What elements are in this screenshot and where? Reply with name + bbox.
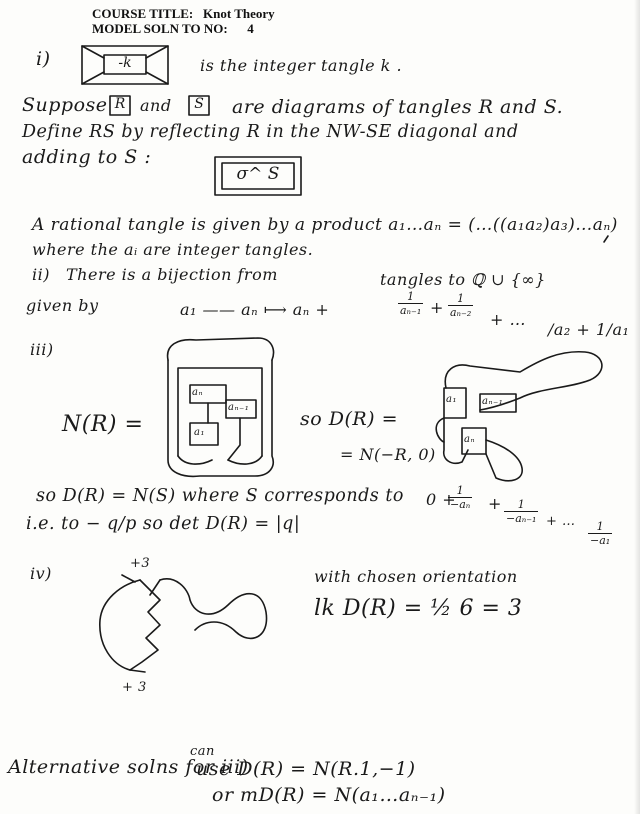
fraction-denominator: −a₁ (590, 534, 611, 547)
box-S-label: S (194, 96, 204, 112)
tangle-box-label: aₙ (192, 387, 204, 398)
alternative-formula-1: use D(R) = N(R.1,−1) (196, 758, 416, 780)
plus-sign: + (430, 298, 444, 317)
course-title-label: COURSE TITLE: (92, 6, 194, 21)
crossing-label-top: +3 (130, 556, 151, 571)
fraction-numerator: 1 (398, 290, 423, 304)
alternative-solns-label: Alternative solns for iii) (8, 756, 249, 778)
zero-plus: 0 + (426, 490, 457, 509)
given-by-text: given by (26, 296, 99, 315)
bijection-fraction-2 (448, 292, 473, 319)
s-fraction (448, 484, 472, 511)
fraction-denominator: aₙ₋₂ (450, 306, 472, 319)
orientation-text: with chosen orientation (314, 567, 518, 586)
box-R-label: R (114, 96, 126, 112)
fraction-denominator: −aₙ (450, 498, 471, 511)
integer-tangle-label: -k (118, 55, 132, 71)
numerator-label: N(R) = (62, 412, 144, 437)
rational-line-2: where the aᵢ are integer tangles. (32, 240, 314, 259)
dr-equals-ns-line: so D(R) = N(S) where S corresponds to (36, 486, 404, 506)
bijection-fraction-1 (398, 290, 423, 317)
model-soln-label: MODEL SOLN TO NO: (92, 21, 228, 36)
bijection-text: There is a bijection from (66, 265, 278, 284)
plus-sign: + (488, 494, 502, 513)
fraction-numerator: 1 (448, 292, 473, 306)
tangle-box-label: aₙ (464, 434, 476, 445)
model-soln-value: 4 (247, 21, 254, 36)
denominator-equals: = N(−R, 0) (340, 445, 436, 464)
fraction-numerator: 1 (504, 498, 538, 512)
mapping-text: a₁ —— aₙ ⟼ aₙ + (180, 300, 330, 319)
can-insertion: can (190, 744, 215, 759)
adding-line: adding to S : (22, 146, 152, 168)
determinant-line: i.e. to − q/p so det D(R) = |q| (26, 514, 301, 534)
fraction-tail: /a₂ + 1/a₁ (548, 320, 630, 339)
denominator-closure-diagram (436, 352, 602, 481)
suppose-text-start: Suppose (22, 94, 108, 116)
denominator-label: so D(R) = (300, 408, 399, 430)
crossing-label-bottom: + 3 (122, 680, 147, 695)
fraction-numerator: 1 (448, 484, 472, 498)
continued-plus: + … (490, 310, 526, 329)
tangle-box-label: aₙ₋₁ (228, 402, 250, 413)
s-fraction (588, 520, 612, 547)
fraction-denominator: −aₙ₋₁ (506, 512, 537, 525)
part-ii-marker: ii) (32, 265, 50, 284)
tangle-box-label: aₙ₋₁ (482, 396, 504, 407)
suppose-text-end: are diagrams of tangles R and S. (232, 96, 564, 118)
continued-plus: + … (546, 514, 576, 529)
part-iii-marker: iii) (30, 340, 54, 359)
fraction-numerator: 1 (588, 520, 612, 534)
part-i-marker: i) (36, 48, 51, 70)
integer-tangle-text: is the integer tangle k . (200, 56, 403, 75)
and-text: and (140, 96, 172, 115)
define-line: Define RS by reflecting R in the NW-SE diagonal and (22, 122, 519, 142)
tangle-box-label: a₁ (446, 394, 457, 405)
product-box-label: σ^ S (236, 164, 280, 184)
rational-line-1: A rational tangle is given by a product a₁…aₙ = (…((a₁a₂)a₃)…aₙ) (32, 215, 618, 235)
course-title-value: Knot Theory (203, 6, 275, 21)
bijection-text-2: tangles to ℚ ∪ {∞} (380, 270, 546, 289)
s-fraction (504, 498, 538, 525)
knot-diagram (100, 575, 267, 672)
tangle-box-label: a₁ (194, 427, 205, 438)
linking-number-formula: lk D(R) = ½ 6 = 3 (314, 596, 523, 621)
stroke-mark (604, 236, 608, 242)
numerator-closure-diagram (168, 338, 274, 476)
fraction-denominator: aₙ₋₁ (400, 304, 422, 317)
alternative-formula-2: or mD(R) = N(a₁…aₙ₋₁) (212, 784, 446, 806)
part-iv-marker: iv) (30, 564, 52, 583)
